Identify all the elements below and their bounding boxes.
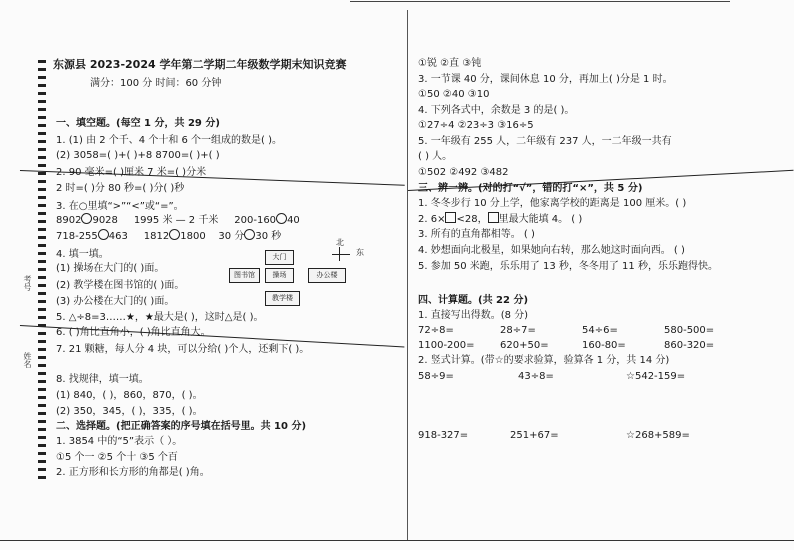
compare-blank-circle[interactable] <box>276 213 287 224</box>
question-options: ①5 个一 ②5 个十 ③5 个百 <box>56 452 178 463</box>
compare-item: 1800 <box>180 231 206 242</box>
blank-square[interactable] <box>445 212 456 223</box>
calc-item: 28÷7= <box>500 325 536 336</box>
compare-item: 30 分 <box>218 231 245 242</box>
calc-item: 58÷9= <box>418 371 454 382</box>
vertical-calc-row-1 <box>418 370 685 383</box>
section-heading-3: 三、辨一辨。(对的打“√”，错的打“×”，共 5 分) <box>418 183 643 194</box>
question-line: (1) 840，( )，860，870，( )。 <box>56 390 203 401</box>
calc-item: 918-327= <box>418 430 469 441</box>
exam-title: 东源县 2023-2024 学年第二学期二年级数学期末知识竞赛 <box>53 58 347 71</box>
compare-row-1 <box>56 213 300 227</box>
question-line: (2) 350，345，( )，335，( )。 <box>56 406 203 417</box>
question-line: (2) 教学楼在图书馆的( )面。 <box>56 280 185 291</box>
compare-blank-circle[interactable] <box>169 229 180 240</box>
question-line: 1. (1) 由 2 个千、4 个十和 6 个一组成的数是( )。 <box>56 135 283 146</box>
question-line: 6. ( )角比直角小，( )角比直角大。 <box>56 327 211 338</box>
question-text: <28， <box>456 214 488 225</box>
question-line: 3. 所有的直角都相等。 ( ) <box>418 229 535 240</box>
question-line: 3. 在○里填“>”“<”或“=”。 <box>56 201 184 212</box>
question-line: 5. 参加 50 米跑，乐乐用了 13 秒，冬冬用了 11 秒，乐乐跑得快。 <box>418 261 718 272</box>
compass-east-label: 东 <box>356 248 364 257</box>
question-line: 4. 妙想面向北极星，如果她向右转，那么她这时面向西。 ( ) <box>418 245 685 256</box>
side-label-exam-number: 考号 <box>23 275 32 291</box>
question-text: 里最大能填 4。 ( ) <box>498 214 583 225</box>
column-divider <box>407 10 408 540</box>
vertical-calc-row-2 <box>418 429 690 442</box>
compare-item: 1812 <box>143 231 170 242</box>
question-line: 1. 冬冬步行 10 分上学，他家离学校的距离是 100 厘米。( ) <box>418 198 687 209</box>
question-line: ( ) 人。 <box>418 151 453 162</box>
calc-item: 43÷8= <box>518 371 554 382</box>
compare-item: 8902 <box>56 215 82 226</box>
section-heading-4: 四、计算题。(共 22 分) <box>418 295 529 306</box>
section-heading-2: 二、选择题。(把正确答案的序号填在括号里。共 10 分) <box>56 421 307 432</box>
map-box-office: 办公楼 <box>308 268 346 283</box>
question-line: 7. 21 颗糖，每人分 4 块，可以分给( )个人，还剩下( )。 <box>56 344 310 355</box>
compare-item: 718-255 <box>56 231 98 242</box>
question-text: 2. 6× <box>418 214 446 225</box>
calc-item: 860-320= <box>664 340 715 351</box>
calc-item: 620+50= <box>500 340 549 351</box>
calc-item: 72÷8= <box>418 325 454 336</box>
compare-item: 9028 <box>92 215 118 226</box>
scan-edge-line <box>350 1 730 2</box>
question-line: 2. 90 毫米=( )厘米 7 米=( )分米 <box>56 167 207 178</box>
question-line: (2) 3058=( )+( )+8 8700=( )+( ) <box>56 150 220 161</box>
calc-item: ☆542-159= <box>626 371 686 382</box>
question-line: 3. 一节课 40 分，课间休息 10 分，再加上( )分是 1 时。 <box>418 74 673 85</box>
compare-blank-circle[interactable] <box>81 213 92 224</box>
calc-row-1 <box>418 324 714 337</box>
compare-blank-circle[interactable] <box>98 229 109 240</box>
compare-item: 30 秒 <box>255 231 282 242</box>
side-label-name: 姓名 <box>23 352 32 368</box>
question-options: ①锐 ②直 ③钝 <box>418 58 482 69</box>
compare-item: 40 <box>287 215 300 226</box>
question-line: 2 时=( )分 80 秒=( )分( )秒 <box>56 183 185 194</box>
compass-arrow-icon <box>332 254 350 255</box>
map-box-gate: 大门 <box>265 250 294 265</box>
compare-item: — 2 千米 <box>172 215 219 226</box>
question-line: 1. 3854 中的“5”表示（ ）。 <box>56 436 183 447</box>
question-line: 5. 一年级有 255 人，二年级有 237 人，一二年级一共有 <box>418 136 672 147</box>
calc-row-2 <box>418 339 714 352</box>
map-box-teaching: 教学楼 <box>265 291 300 306</box>
compare-item: 200-160 <box>234 215 277 226</box>
calc-item: 580-500= <box>664 325 715 336</box>
question-line: (3) 办公楼在大门的( )面。 <box>56 296 175 307</box>
question-line <box>418 212 582 226</box>
compare-row-2 <box>56 229 281 243</box>
question-line: 2. 竖式计算。(带☆的要求验算，验算各 1 分，共 14 分) <box>418 355 670 366</box>
calc-item: 54÷6= <box>582 325 618 336</box>
section-heading-1: 一、填空题。(每空 1 分，共 29 分) <box>56 118 220 129</box>
compare-blank-circle[interactable] <box>244 229 255 240</box>
compare-item: 1995 米 <box>133 215 173 226</box>
compass-north-label: 北 <box>336 238 344 247</box>
question-line: 1. 直接写出得数。(8 分) <box>418 310 529 321</box>
compare-item: 463 <box>108 231 128 242</box>
calc-item: 160-80= <box>582 340 626 351</box>
calc-item: 1100-200= <box>418 340 475 351</box>
calc-item: ☆268+589= <box>626 430 690 441</box>
blank-square[interactable] <box>488 212 499 223</box>
map-box-library: 图书馆 <box>229 268 260 283</box>
question-options: ①502 ②492 ③482 <box>418 167 509 178</box>
question-options: ①50 ②40 ③10 <box>418 89 490 100</box>
binding-edge-marks <box>38 60 46 480</box>
question-line: 4. 下列各式中，余数是 3 的是( )。 <box>418 105 575 116</box>
exam-score-time: 满分：100 分 时间：60 分钟 <box>90 78 222 89</box>
question-options: ①27÷4 ②23÷3 ③16÷5 <box>418 120 534 131</box>
question-line: 4. 填一填。 <box>56 249 109 260</box>
question-line: 8. 找规律，填一填。 <box>56 374 149 385</box>
question-line: (1) 操场在大门的( )面。 <box>56 263 165 274</box>
calc-item: 251+67= <box>510 430 559 441</box>
map-box-playground: 操场 <box>265 268 294 283</box>
scan-bottom-edge <box>0 540 794 541</box>
question-line: 2. 正方形和长方形的角都是( )角。 <box>56 467 210 478</box>
question-line: 5. △÷8=3……★，★最大是( )，这时△是( )。 <box>56 312 264 323</box>
